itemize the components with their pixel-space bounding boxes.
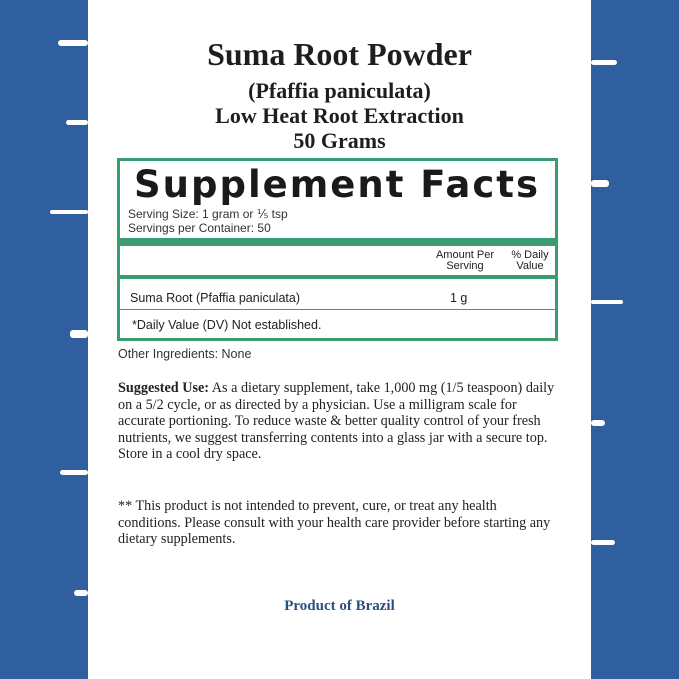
other-ingredients: Other Ingredients: None bbox=[118, 347, 252, 361]
disclaimer: ** This product is not intended to prevent, cure, or treat any health conditions. Please consult with your health care provider before starting any dietary supplements. bbox=[118, 498, 551, 548]
amount-per-serving-header: Amount Per Serving bbox=[435, 249, 495, 272]
servings-per-container: Servings per Container: 50 bbox=[128, 221, 271, 235]
product-process: Low Heat Root Extraction bbox=[215, 103, 464, 128]
suggested-use-label: Suggested Use: bbox=[118, 380, 210, 396]
daily-value-note: *Daily Value (DV) Not established. bbox=[132, 318, 322, 332]
supplement-facts-title: Supplement Facts bbox=[134, 163, 541, 206]
product-name: Suma Root Powder bbox=[207, 36, 472, 72]
facts-divider-thick bbox=[120, 238, 555, 246]
product-origin: Product of Brazil bbox=[284, 598, 395, 614]
serving-size: Serving Size: 1 gram or ⅕ tsp bbox=[128, 207, 288, 221]
suggested-use-text: As a dietary supplement, take 1,000 mg (1/5 teaspoon) daily on a 5/2 cycle, or as directed by a physician. Use a milligram scale for accurate portioning. To reduce waste & better quality control of your fresh nutrients, we suggest transferring contents into a glass jar with a secure top. Store in a cool dry space. bbox=[118, 380, 555, 463]
product-latin-name: (Pfaffia paniculata) bbox=[248, 78, 431, 103]
ingredient-name: Suma Root (Pfaffia paniculata) bbox=[130, 291, 301, 305]
suggested-use bbox=[118, 380, 558, 463]
ingredient-amount: 1 g bbox=[450, 291, 468, 305]
supplement-facts-panel bbox=[117, 158, 558, 341]
facts-divider-medium bbox=[120, 275, 555, 279]
facts-divider-thin bbox=[120, 309, 555, 310]
product-size: 50 Grams bbox=[293, 128, 386, 153]
daily-value-header: % Daily Value bbox=[511, 249, 549, 272]
